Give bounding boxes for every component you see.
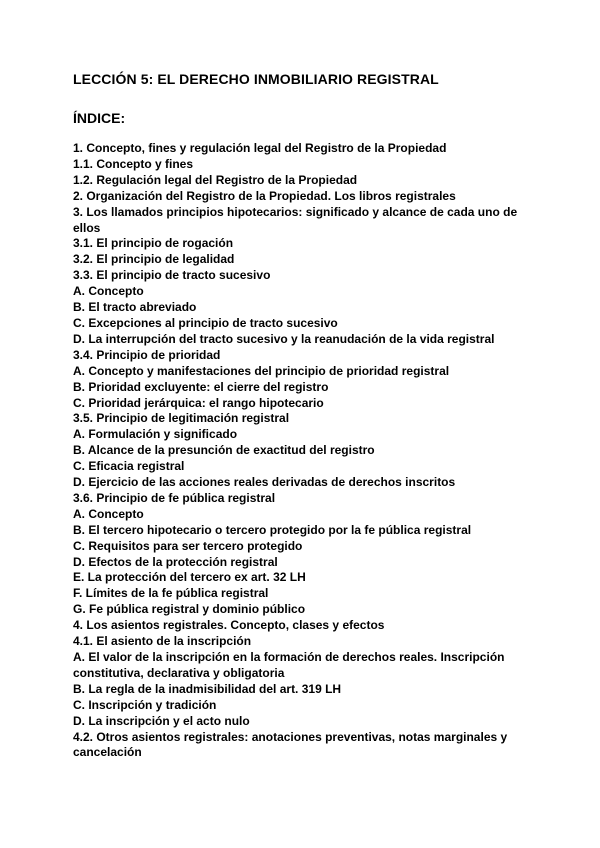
toc-entry: C. Requisitos para ser tercero protegido [73, 538, 303, 553]
toc-entry: 3.4. Principio de prioridad [73, 347, 221, 362]
toc-entry: 3. Los llamados principios hipotecarios: significado y alcance de cada uno de ellos [73, 204, 518, 235]
toc-entry: 1. Concepto, fines y regulación legal del Registro de la Propiedad [73, 141, 447, 155]
toc-entry: A. Formulación y significado [73, 427, 238, 442]
toc-entry: C. Inscripción y tradición [73, 697, 217, 712]
toc-entry: C. Prioridad jerárquica: el rango hipotecario [73, 395, 324, 410]
toc-entry: 3.5. Principio de legitimación registral [73, 411, 290, 426]
toc-entry: 1.1. Concepto y fines [73, 156, 194, 171]
toc-entry: 4.2. Otros asientos registrales: anotaciones preventivas, notas marginales y cancelación [73, 729, 508, 760]
toc-entry: D. Ejercicio de las acciones reales derivadas de derechos inscritos [73, 475, 456, 490]
toc-entry: 3.2. El principio de legalidad [73, 252, 235, 267]
toc-entry: E. La protección del tercero ex art. 32 LH [73, 570, 306, 585]
table-of-contents [73, 141, 533, 761]
toc-entry: D. Efectos de la protección registral [73, 554, 278, 569]
toc-entry: D. La inscripción y el acto nulo [73, 713, 250, 728]
toc-entry: F. Límites de la fe pública registral [73, 586, 269, 601]
toc-entry: B. El tercero hipotecario o tercero protegido por la fe pública registral [73, 522, 472, 537]
index-heading: ÍNDICE: [73, 110, 126, 126]
toc-entry: 1.2. Regulación legal del Registro de la Propiedad [73, 172, 358, 187]
toc-entry: 4.1. El asiento de la inscripción [73, 634, 252, 649]
toc-entry: C. Eficacia registral [73, 459, 185, 474]
toc-entry: 3.3. El principio de tracto sucesivo [73, 268, 271, 283]
toc-entry: B. La regla de la inadmisibilidad del art. 319 LH [73, 681, 342, 696]
toc-entry: G. Fe pública registral y dominio público [73, 602, 306, 617]
toc-entry: A. Concepto [73, 506, 144, 521]
toc-entry: 2. Organización del Registro de la Propiedad. Los libros registrales [73, 188, 456, 203]
toc-entry: B. Prioridad excluyente: el cierre del registro [73, 379, 329, 394]
toc-entry: C. Excepciones al principio de tracto sucesivo [73, 315, 338, 330]
toc-entry: 3.6. Principio de fe pública registral [73, 490, 276, 505]
toc-entry: 4. Los asientos registrales. Concepto, clases y efectos [73, 618, 385, 633]
toc-entry: A. Concepto [73, 284, 144, 299]
toc-entry: 3.1. El principio de rogación [73, 236, 234, 251]
lesson-title: LECCIÓN 5: EL DERECHO INMOBILIARIO REGISTRAL [73, 71, 439, 87]
toc-entry: A. El valor de la inscripción en la formación de derechos reales. Inscripción constitutiva, declarativa y obligatoria [73, 650, 505, 680]
toc-entry: B. Alcance de la presunción de exactitud del registro [73, 443, 375, 458]
toc-entry: D. La interrupción del tracto sucesivo y la reanudación de la vida registral [73, 331, 495, 346]
toc-entry: A. Concepto y manifestaciones del principio de prioridad registral [73, 363, 450, 378]
toc-entry: B. El tracto abreviado [73, 300, 197, 315]
